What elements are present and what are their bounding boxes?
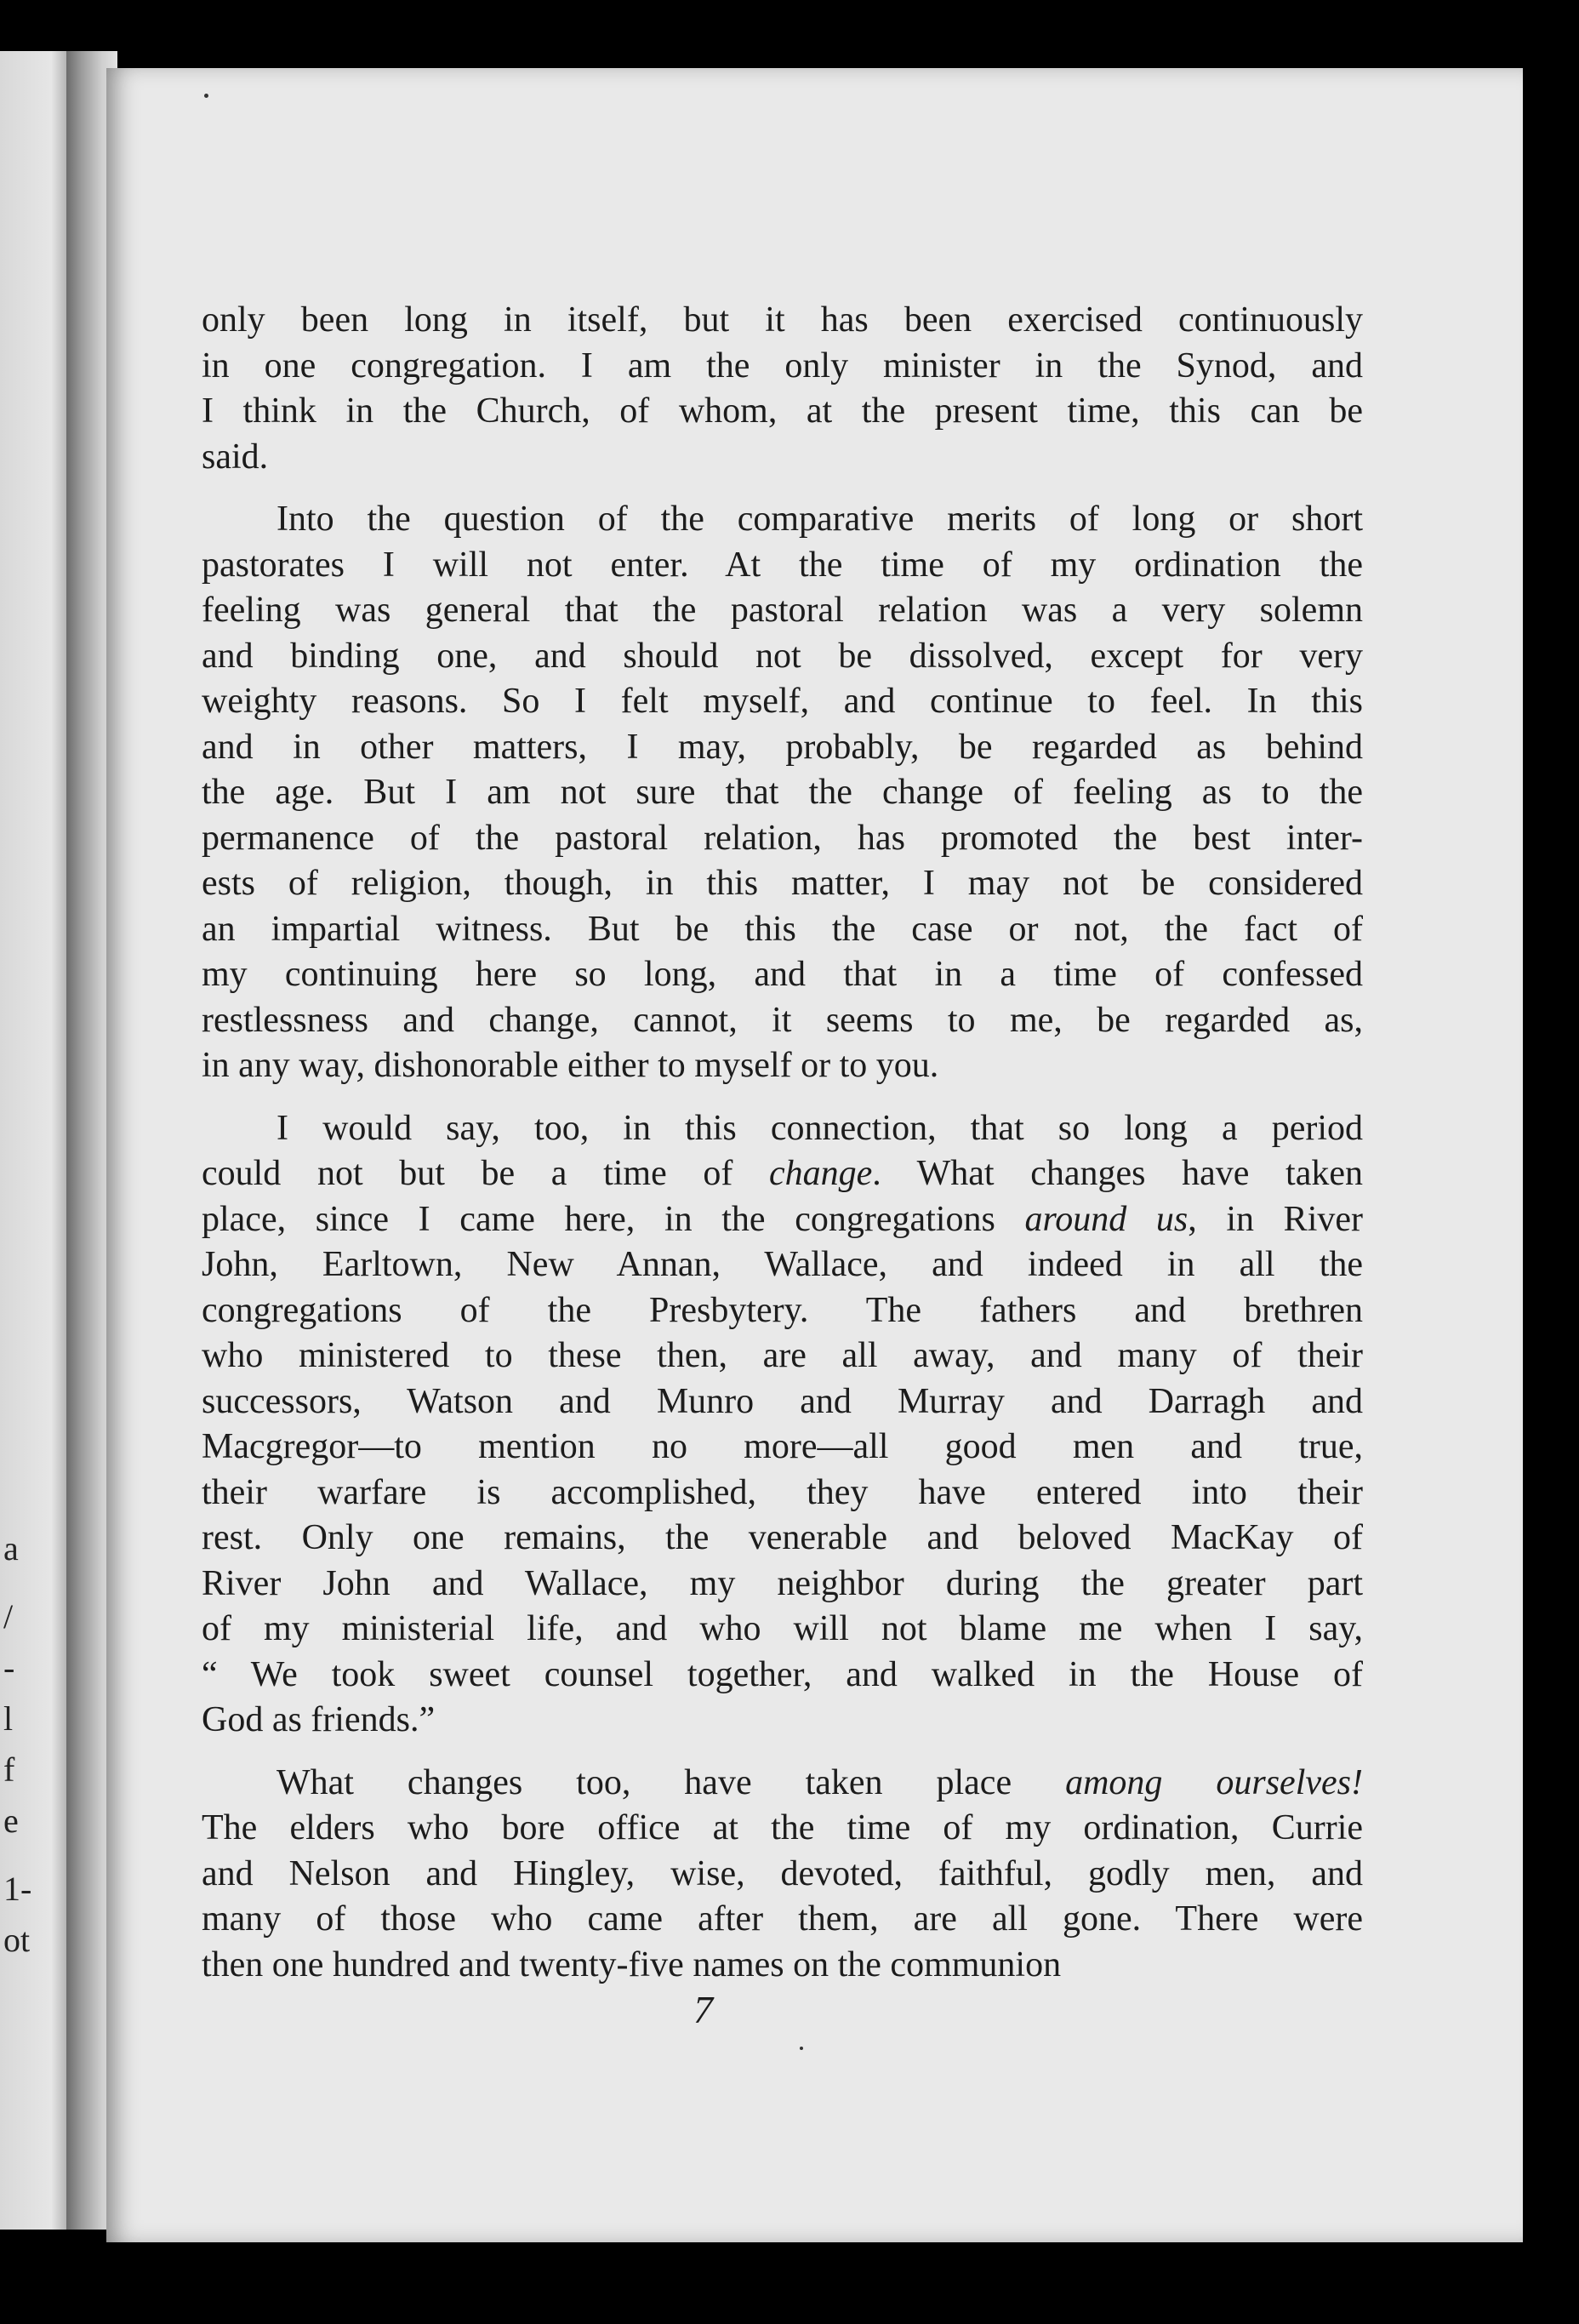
text-line: my continuing here so long, and that in a time of confessed: [202, 955, 1363, 994]
text-line: What changes too, have taken place among ourselves!: [276, 1762, 1363, 1802]
text-line: “ We took sweet counsel together, and walked in the House of: [202, 1654, 1363, 1694]
text-line: who ministered to these then, are all away, and many of their: [202, 1336, 1363, 1375]
text-line: rest. Only one remains, the venerable and beloved MacKay of: [202, 1518, 1363, 1557]
facing-page-fragments: [0, 51, 34, 2230]
text-line: I would say, too, in this connection, that so long a period: [276, 1108, 1363, 1148]
text-line: many of those who came after them, are all gone. There were: [202, 1899, 1363, 1939]
facing-page-fragment: -: [3, 1648, 15, 1687]
text-line: God as friends.”: [202, 1700, 436, 1739]
facing-page-fragment: ot: [3, 1921, 31, 1959]
facing-page-fragment: a: [3, 1529, 19, 1567]
text-line: of my ministerial life, and who will not blame me when I say,: [202, 1609, 1363, 1648]
paragraph: [202, 298, 1363, 480]
ink-speck: [204, 94, 208, 98]
body-text: [202, 298, 1363, 2005]
text-line: The elders who bore office at the time of my ordination, Currie: [202, 1808, 1363, 1847]
facing-page-fragment: f: [3, 1750, 15, 1789]
text-line: said.: [202, 437, 269, 477]
paragraph: [202, 1106, 1363, 1744]
text-line: permanence of the pastoral relation, has promoted the best inter-: [202, 818, 1363, 858]
text-line: and Nelson and Hingley, wise, devoted, faithful, godly men, and: [202, 1853, 1363, 1893]
text-line: could not but be a time of change. What changes have taken: [202, 1154, 1363, 1193]
text-line: and binding one, and should not be dissolved, except for very: [202, 636, 1363, 676]
facing-page-fragment: /: [3, 1597, 14, 1636]
text-line: I think in the Church, of whom, at the present time, this can be: [202, 391, 1363, 431]
text-line: ests of religion, though, in this matter, I may not be considered: [202, 864, 1363, 903]
facing-page-fragment: e: [3, 1802, 19, 1840]
text-line: an impartial witness. But be this the case or not, the fact of: [202, 909, 1363, 949]
text-line: John, Earltown, New Annan, Wallace, and indeed in all the: [202, 1245, 1363, 1284]
text-line: Macgregor—to mention no more—all good men and true,: [202, 1427, 1363, 1466]
text-line: congregations of the Presbytery. The fathers and brethren: [202, 1290, 1363, 1330]
text-line: feeling was general that the pastoral relation was a very solemn: [202, 591, 1363, 630]
paragraph: [202, 1761, 1363, 1989]
text-line: in any way, dishonorable either to myself or to you.: [202, 1046, 939, 1085]
text-line: in one congregation. I am the only minister in the Synod, and: [202, 345, 1363, 385]
text-line: pastorates I will not enter. At the time of my ordination the: [202, 545, 1363, 585]
text-line: and in other matters, I may, probably, be regarded as behind: [202, 727, 1363, 767]
page-number: 7: [693, 1988, 713, 2031]
text-line: weighty reasons. So I felt myself, and continue to feel. In this: [202, 682, 1363, 721]
text-line: restlessness and change, cannot, it seems to me, be regarded as,: [202, 1000, 1363, 1040]
text-line: the age. But I am not sure that the change of feeling as to the: [202, 773, 1363, 812]
facing-page-fragment: l: [3, 1699, 14, 1738]
text-line: Into the question of the comparative merits of long or short: [276, 500, 1363, 539]
text-line: then one hundred and twenty-five names on the communion: [202, 1944, 1062, 1984]
book-page: [106, 68, 1523, 2242]
text-line: their warfare is accomplished, they have entered into their: [202, 1472, 1363, 1512]
facing-page-fragment: 1-: [3, 1870, 32, 1908]
text-line: place, since I came here, in the congregations around us, in River: [202, 1199, 1363, 1239]
paragraph: [202, 497, 1363, 1089]
ink-speck: [800, 2047, 803, 2050]
text-line: successors, Watson and Munro and Murray and Darragh and: [202, 1381, 1363, 1421]
text-line: only been long in itself, but it has been exercised continuously: [202, 300, 1363, 340]
text-line: River John and Wallace, my neighbor during the greater part: [202, 1563, 1363, 1603]
